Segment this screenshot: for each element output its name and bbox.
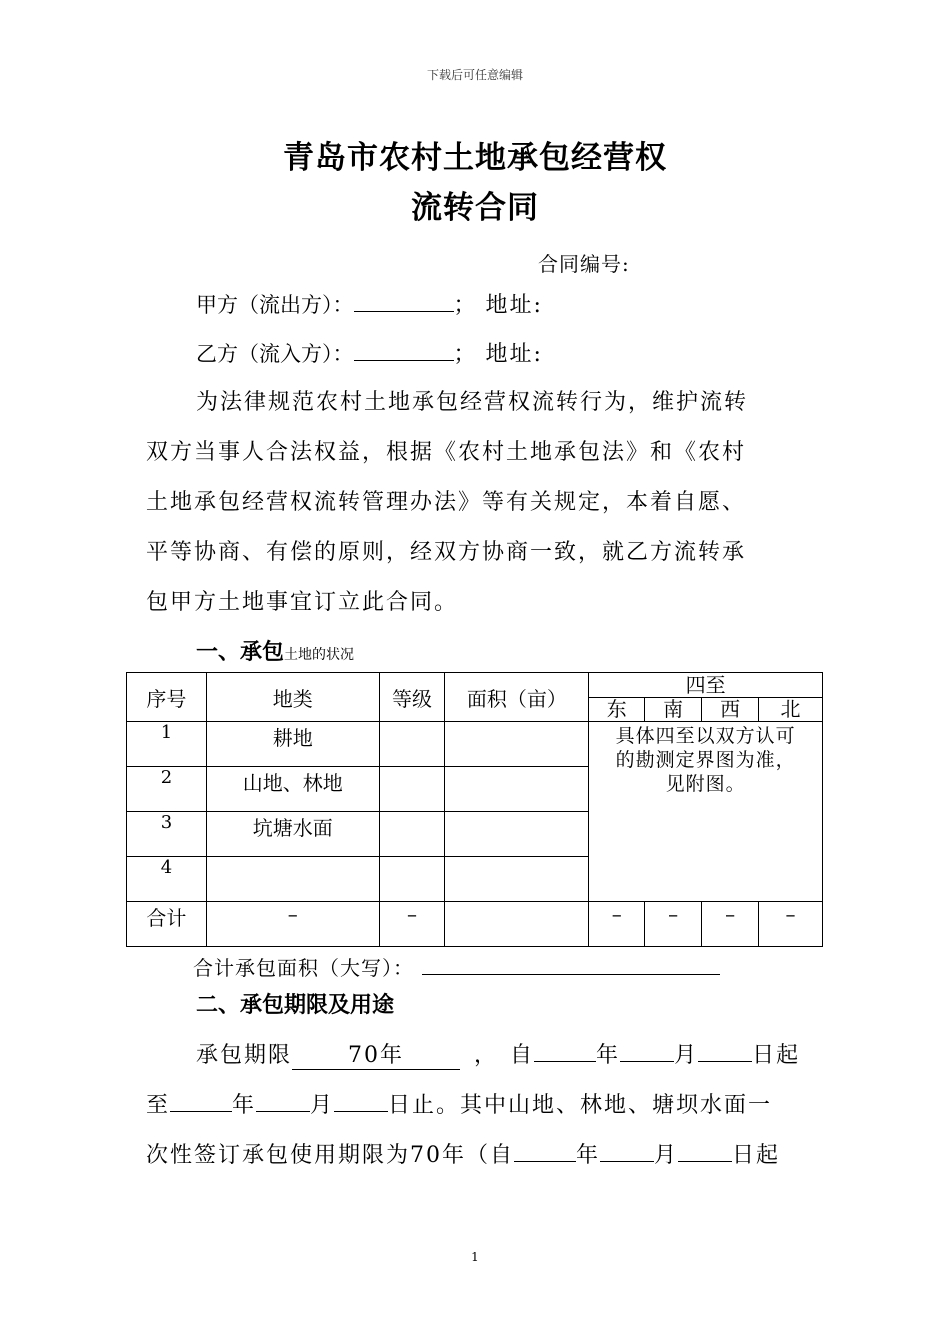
header-grade: 等级 [379,673,445,722]
start-day-blank[interactable] [698,1041,752,1062]
total-label: 合计 [127,902,207,947]
total-area-line [193,952,720,981]
total-row [127,902,823,947]
total-type-dash: – [206,902,379,947]
boundary-note-line: 见附图。 [665,773,746,795]
row-grade[interactable] [379,857,445,902]
term-line-1 [196,1038,800,1070]
header-boundary: 四至 [589,673,823,698]
term-day-start: 日起 [752,1043,801,1068]
row-land-type: 坑塘水面 [206,812,379,857]
mountain-start-month-blank[interactable] [600,1141,654,1162]
term-line-2 [146,1088,772,1119]
title-line-1: 青岛市农村土地承包经营权 [283,140,667,176]
party-a-address-label: 地址: [485,293,543,318]
term-month: 月 [654,1143,679,1168]
total-area-label: 合计承包面积（大写）： [193,956,414,980]
header-no: 序号 [127,673,207,722]
intro-paragraph-line: 土地承包经营权流转管理办法》等有关规定，本着自愿、 [146,490,747,515]
row-no: 1 [127,722,207,767]
row-land-type: 山地、林地 [206,767,379,812]
boundary-note-line: 具体四至以双方认可 [615,725,796,747]
term-month: 月 [674,1043,699,1068]
party-b-separator: ； [453,342,478,367]
intro-paragraph-line: 为法律规范农村土地承包经营权流转行为，维护流转 [196,390,749,415]
term-line-3-text: 次性签订承包使用期限为70年（自 [146,1143,514,1168]
row-land-type: 耕地 [206,722,379,767]
mountain-start-day-blank[interactable] [678,1141,732,1162]
title-line-2: 流转合同 [411,190,539,226]
land-table [126,672,823,947]
row-land-type [206,857,379,902]
end-year-blank[interactable] [170,1091,232,1112]
total-grade-dash: – [379,902,445,947]
term-comma: ， [474,1043,499,1068]
total-east-dash: – [589,902,645,947]
page-number: 1 [471,1250,479,1264]
party-a-separator: ； [453,293,478,318]
contract-number-label: 合同编号: [538,252,630,276]
intro-paragraph-line: 平等协商、有偿的原则，经双方协商一致，就乙方流转承 [146,540,747,565]
term-year: 年 [596,1043,621,1068]
end-month-blank[interactable] [256,1091,310,1112]
total-area-blank[interactable] [422,954,720,975]
party-a-label: 甲方（流出方）： [196,293,354,317]
table-row [127,722,823,767]
row-no: 2 [127,767,207,812]
term-to: 至 [146,1093,171,1118]
term-day-start: 日起 [732,1143,781,1168]
header-south: 南 [645,698,702,722]
row-no: 3 [127,812,207,857]
row-grade[interactable] [379,767,445,812]
total-area[interactable] [445,902,589,947]
section-1-title: 一、承包 [196,640,285,665]
row-area[interactable] [445,722,589,767]
term-year: 年 [576,1143,601,1168]
row-area[interactable] [445,812,589,857]
header-land-type: 地类 [206,673,379,722]
header-east: 东 [589,698,645,722]
term-day-end: 日止。其中山地、林地、塘坝水面一 [388,1093,773,1118]
end-day-blank[interactable] [334,1091,388,1112]
row-grade[interactable] [379,722,445,767]
start-year-blank[interactable] [534,1041,596,1062]
header-note: 下载后可任意编辑 [426,68,523,82]
party-b-name-blank[interactable] [354,340,454,361]
term-line-3 [146,1138,780,1169]
header-west: 西 [702,698,759,722]
total-north-dash: – [759,902,823,947]
section-2-title: 二、承包期限及用途 [196,993,395,1018]
term-duration-value: 70年 [348,1043,405,1068]
term-duration-field[interactable] [292,1038,460,1070]
boundary-note-cell [589,722,823,902]
party-a-name-blank[interactable] [354,291,454,312]
term-label: 承包期限 [196,1043,293,1068]
header-north: 北 [759,698,823,722]
party-b-label: 乙方（流入方）： [196,342,354,366]
start-month-blank[interactable] [620,1041,674,1062]
row-area[interactable] [445,767,589,812]
party-b-address-label: 地址: [485,342,543,367]
header-area: 面积（亩） [445,673,589,722]
row-area[interactable] [445,857,589,902]
row-grade[interactable] [379,812,445,857]
intro-paragraph-line: 双方当事人合法权益，根据《农村土地承包法》和《农村 [146,440,747,465]
row-no: 4 [127,857,207,902]
section-1-heading [196,635,354,666]
boundary-note-line: 的勘测定界图为准， [615,749,796,771]
total-south-dash: – [645,902,702,947]
party-b-line [196,337,543,368]
mountain-start-year-blank[interactable] [514,1141,576,1162]
intro-paragraph-line: 包甲方土地事宜订立此合同。 [146,590,459,615]
section-1-subtitle: 土地的状况 [284,647,355,663]
total-west-dash: – [702,902,759,947]
term-month: 月 [310,1093,335,1118]
term-year: 年 [232,1093,257,1118]
term-from: 自 [510,1043,535,1068]
party-a-line [196,288,543,319]
